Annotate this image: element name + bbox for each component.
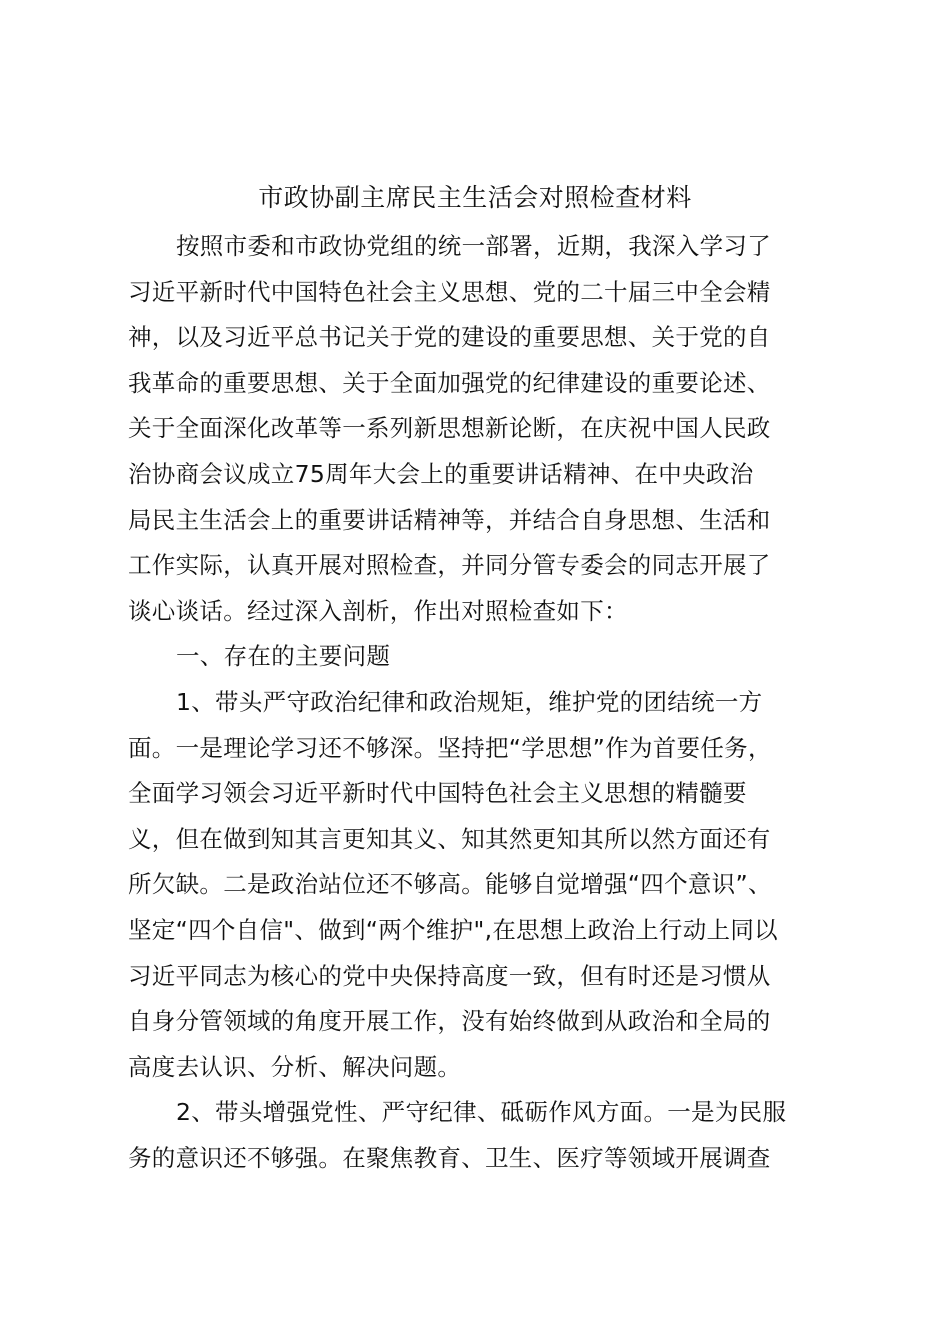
text-line: 按照市委和市政协党组的统一部署，近期，我深入学习了 xyxy=(176,232,771,260)
text-line: 坚定“四个自信"、做到“两个维护",在思想上政治上行动上同以 xyxy=(128,915,778,944)
text-line: 工作实际，认真开展对照检查，并同分管专委会的同志开展了 xyxy=(128,551,771,580)
text-line: 习近平新时代中国特色社会主义思想、党的二十届三中全会精 xyxy=(128,277,771,306)
text-line: 面。一是理论学习还不够深。坚持把“学思想”作为首要任务， xyxy=(128,733,772,762)
text-line: 局民主生活会上的重要讲话精神等，并结合自身思想、生活和 xyxy=(128,505,771,534)
document-title: 市政协副主席民主生活会对照检查材料 xyxy=(258,183,692,212)
section-heading: 一、存在的主要问题 xyxy=(176,642,391,671)
text-line: 谈心谈话。经过深入剖析，作出对照检查如下： xyxy=(128,596,628,625)
text-line: 高度去认识、分析、解决问题。 xyxy=(128,1052,462,1081)
text-line: 神，以及习近平总书记关于党的建设的重要思想、关于党的自 xyxy=(128,323,771,352)
text-line: 所欠缺。二是政治站位还不够高。能够自觉增强“四个意识”、 xyxy=(128,870,772,899)
text-line: 自身分管领域的角度开展工作，没有始终做到从政治和全局的 xyxy=(128,1007,771,1036)
document-body xyxy=(128,224,848,1181)
text-line: 1、带头严守政治纪律和政治规矩，维护党的团结统一方 xyxy=(176,687,763,716)
text-line: 务的意识还不够强。在聚焦教育、卫生、医疗等领域开展调查 xyxy=(128,1143,771,1172)
text-line: 我革命的重要思想、关于全面加强党的纪律建设的重要论述、 xyxy=(128,368,771,397)
text-line: 义，但在做到知其言更知其义、知其然更知其所以然方面还有 xyxy=(128,824,771,853)
text-line: 2、带头增强党性、严守纪律、砥砺作风方面。一是为民服 xyxy=(176,1098,787,1127)
text-line: 习近平同志为核心的党中央保持高度一致，但有时还是习惯从 xyxy=(128,961,771,990)
text-line: 治协商会议成立75周年大会上的重要讲话精神、在中央政治 xyxy=(128,459,754,488)
text-line: 关于全面深化改革等一系列新思想新论断，在庆祝中国人民政 xyxy=(128,414,771,443)
text-line: 全面学习领会习近平新时代中国特色社会主义思想的精髓要 xyxy=(128,779,747,808)
